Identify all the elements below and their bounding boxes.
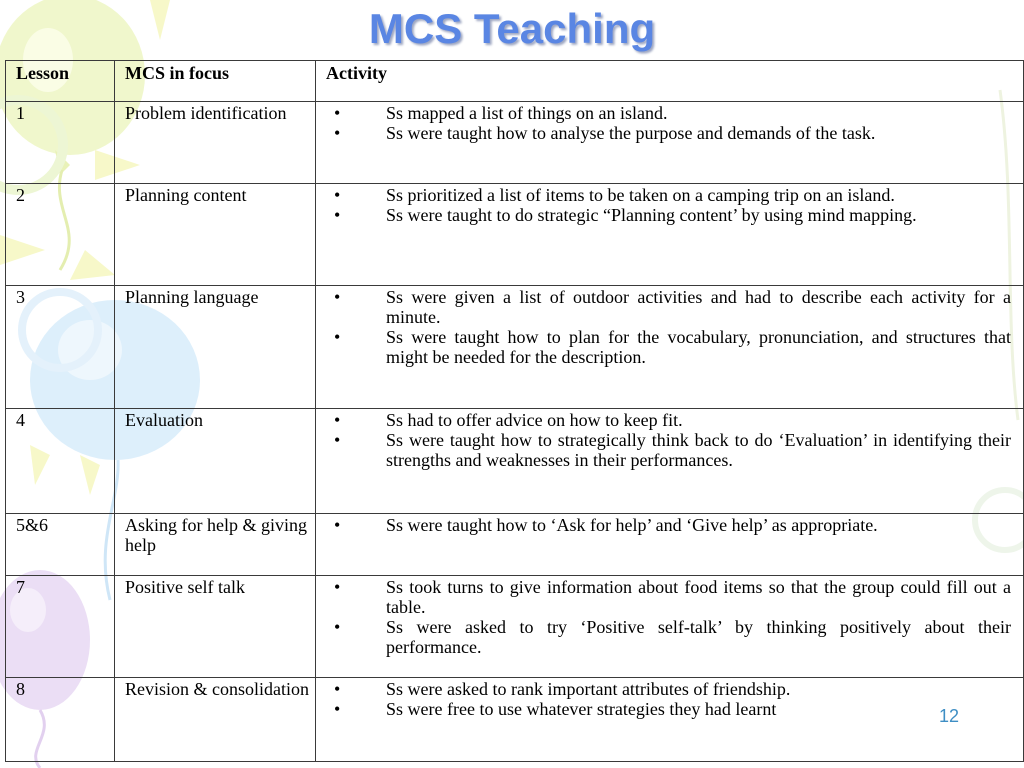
mcs-focus: Revision & consolidation <box>115 678 316 762</box>
activity-list <box>326 287 1023 367</box>
activity-list <box>326 577 1023 657</box>
activity-list <box>326 103 1023 143</box>
mcs-focus: Planning language <box>115 286 316 409</box>
activity-item: • Ss had to offer advice on how to keep fit. <box>386 410 1011 430</box>
activity-cell <box>316 184 1024 286</box>
lesson-number: 4 <box>6 409 115 514</box>
activity-item: • Ss were taught to do strategic “Planning content’ by using mind mapping. <box>386 205 1011 225</box>
header-activity: Activity <box>316 61 1024 102</box>
table-row <box>6 576 1024 678</box>
activity-item: • Ss prioritized a list of items to be taken on a camping trip on an island. <box>386 185 1011 205</box>
header-lesson: Lesson <box>6 61 115 102</box>
activity-item: • Ss were taught how to strategically think back to do ‘Evaluation’ in identifying their strengths and weaknesses in their performances. <box>386 430 1011 470</box>
activity-list <box>326 410 1023 470</box>
mcs-focus: Asking for help & giving help <box>115 514 316 576</box>
lesson-number: 5&6 <box>6 514 115 576</box>
activity-item: • Ss were asked to rank important attributes of friendship. <box>386 679 1011 699</box>
mcs-focus: Problem identification <box>115 102 316 184</box>
activity-cell <box>316 286 1024 409</box>
lesson-number: 2 <box>6 184 115 286</box>
table-row <box>6 409 1024 514</box>
mcs-focus: Positive self talk <box>115 576 316 678</box>
header-mcs-in-focus: MCS in focus <box>115 61 316 102</box>
activity-item: • Ss were free to use whatever strategies they had learnt <box>386 699 1011 719</box>
table-row <box>6 102 1024 184</box>
lesson-number: 3 <box>6 286 115 409</box>
activity-cell <box>316 514 1024 576</box>
table-row <box>6 286 1024 409</box>
activity-cell <box>316 678 1024 762</box>
lesson-number: 8 <box>6 678 115 762</box>
activity-cell <box>316 576 1024 678</box>
lesson-number: 1 <box>6 102 115 184</box>
activity-item: • Ss mapped a list of things on an island. <box>386 103 1011 123</box>
table-row <box>6 678 1024 762</box>
lesson-number: 7 <box>6 576 115 678</box>
slide-title: MCS Teaching <box>368 5 656 52</box>
table-row <box>6 184 1024 286</box>
activity-cell <box>316 102 1024 184</box>
activity-cell <box>316 409 1024 514</box>
activity-item: • Ss were given a list of outdoor activities and had to describe each activity for a minute. <box>386 287 1011 327</box>
activity-item: • Ss were taught how to ‘Ask for help’ and ‘Give help’ as appropriate. <box>386 515 1011 535</box>
activity-list <box>326 515 1023 535</box>
mcs-focus: Evaluation <box>115 409 316 514</box>
activity-item: • Ss were taught how to analyse the purpose and demands of the task. <box>386 123 1011 143</box>
table-header-row <box>6 61 1024 102</box>
activity-item: • Ss were asked to try ‘Positive self-talk’ by thinking positively about their performance. <box>386 617 1011 657</box>
slide-number: 12 <box>939 706 960 726</box>
lessons-table <box>5 60 1024 762</box>
activity-list <box>326 679 1023 719</box>
mcs-focus: Planning content <box>115 184 316 286</box>
table-row <box>6 514 1024 576</box>
activity-item: • Ss were taught how to plan for the vocabulary, pronunciation, and structures that might be needed for the description. <box>386 327 1011 367</box>
activity-item: • Ss took turns to give information about food items so that the group could fill out a table. <box>386 577 1011 617</box>
activity-list <box>326 185 1023 225</box>
